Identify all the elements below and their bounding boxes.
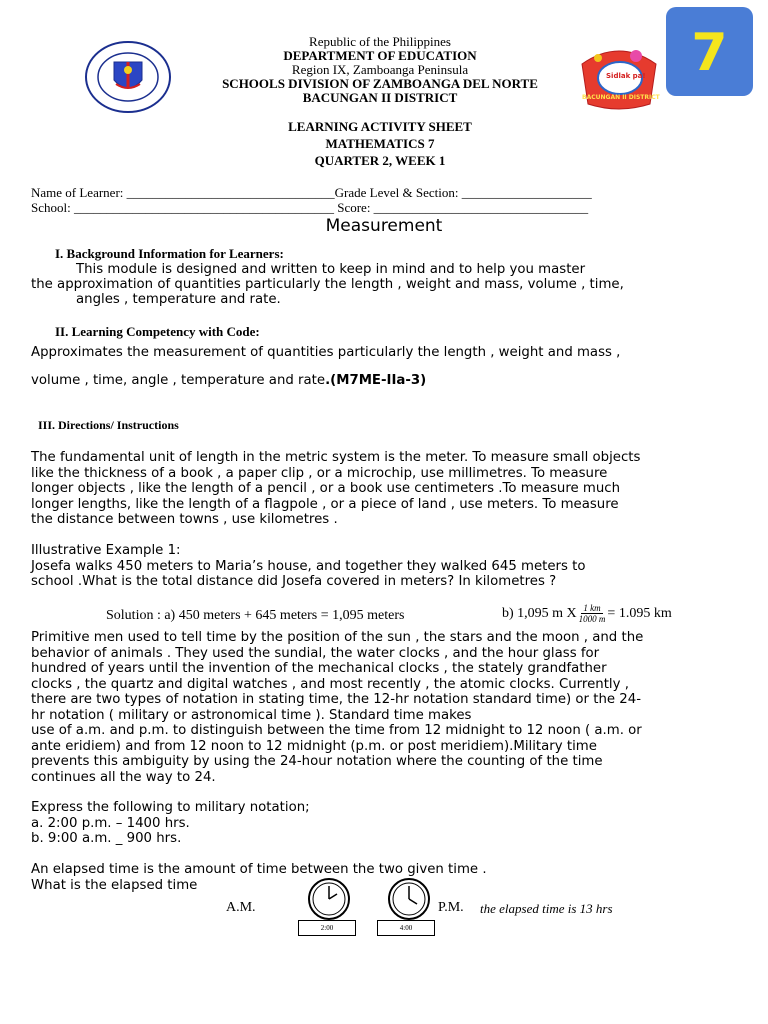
solution-b-prefix: b) 1,095 m X bbox=[502, 605, 577, 621]
paragraph-line: the distance between towns , use kilometres . bbox=[31, 512, 338, 527]
header-district: BACUNGAN II DISTRICT bbox=[302, 90, 458, 105]
header-region: Region IX, Zamboanga Peninsula bbox=[291, 62, 469, 77]
district-logo bbox=[576, 44, 662, 110]
fraction-denominator: 1000 m bbox=[578, 614, 606, 624]
district-logo-arc-text: BACUNGAN II DISTRICT bbox=[582, 94, 660, 101]
solution-a: Solution : a) 450 meters + 645 meters = 1,095 meters bbox=[106, 608, 405, 623]
example-line: Illustrative Example 1: bbox=[31, 543, 181, 558]
section2-line bbox=[31, 373, 426, 389]
paragraph-line: The fundamental unit of length in the metric system is the meter. To measure small objects bbox=[31, 450, 641, 465]
express-line: a. 2:00 p.m. – 1400 hrs. bbox=[31, 815, 190, 831]
example-line: school .What is the total distance did Josefa covered in meters? In kilometres ? bbox=[31, 574, 557, 589]
example-line: Josefa walks 450 meters to Maria’s house, and together they walked 645 meters to bbox=[31, 558, 586, 574]
district-logo-bubble: Sidlak pa! bbox=[606, 72, 646, 80]
section3-heading: III. Directions/ Instructions bbox=[38, 418, 179, 432]
name-field-line: Name of Learner: ________________________________Grade Level & Section: ____________________ bbox=[31, 185, 592, 200]
clock-icon bbox=[385, 877, 433, 921]
am-label: A.M. bbox=[226, 900, 256, 915]
paragraph-line: longer objects , like the length of a pencil , or a book use centimeters .To measure much bbox=[31, 481, 621, 496]
quarter-title: QUARTER 2, WEEK 1 bbox=[314, 153, 446, 168]
solution-fraction bbox=[579, 603, 606, 624]
section2-heading: II. Learning Competency with Code: bbox=[55, 324, 260, 339]
solution-b bbox=[502, 603, 672, 624]
elapsed-answer: the elapsed time is 13 hrs bbox=[480, 901, 613, 916]
clock-2 bbox=[385, 877, 433, 921]
header-department: DEPARTMENT OF EDUCATION bbox=[283, 48, 477, 63]
elapsed-line: What is the elapsed time bbox=[31, 877, 198, 893]
clock-1-time: 2:00 bbox=[298, 920, 356, 936]
paragraph-line: longer lengths, like the length of a flagpole , or a piece of land , use meters. To measure bbox=[31, 496, 619, 512]
subject-title: MATHEMATICS 7 bbox=[325, 136, 435, 151]
header-division: SCHOOLS DIVISION OF ZAMBOANGA DEL NORTE bbox=[222, 76, 538, 91]
grade-badge: 7 bbox=[666, 7, 753, 96]
pm-label: P.M. bbox=[438, 900, 464, 915]
elapsed-line: An elapsed time is the amount of time between the two given time . bbox=[31, 862, 487, 877]
paragraph-line: behavior of animals . They used the sundial, the water clocks , and the hour glass for bbox=[31, 645, 600, 661]
seal-icon bbox=[84, 40, 172, 114]
header-republic: Republic of the Philippines bbox=[309, 34, 451, 49]
las-title: LEARNING ACTIVITY SHEET bbox=[288, 119, 472, 134]
paragraph-line: hundred of years until the invention of the mechanical clocks , the stately grandfather bbox=[31, 661, 607, 676]
paragraph-line: there are two types of notation in stating time, the 12-hr notation standard time) or the 24- bbox=[31, 692, 642, 707]
competency-code: .(M7ME-IIa-3) bbox=[325, 373, 427, 388]
paragraph-line: hr notation ( military or astronomical time ). Standard time makes bbox=[31, 707, 472, 723]
paragraph-line: prevents this ambiguity by using the 24-hour notation where the counting of the time bbox=[31, 754, 603, 769]
paragraph-line: like the thickness of a book , a paper clip , or a microchip, use millimetres. To measure bbox=[31, 465, 608, 481]
section1-line: This module is designed and written to keep in mind and to help you master bbox=[76, 262, 586, 277]
paragraph-line: ante eridiem) and from 12 noon to 12 midnight (p.m. or post meridiem).Military time bbox=[31, 738, 597, 754]
fraction-numerator: 1 km bbox=[583, 603, 601, 613]
page-title: Measurement bbox=[325, 216, 443, 236]
express-line: Express the following to military notation; bbox=[31, 800, 310, 815]
clock-1 bbox=[305, 877, 353, 921]
section1-line: the approximation of quantities particularly the length , weight and mass, volume , time, bbox=[31, 277, 624, 292]
paragraph-line: Primitive men used to tell time by the position of the sun , the stars and the moon , and the bbox=[31, 630, 644, 645]
section2-text: volume , time, angle , temperature and rate bbox=[31, 373, 326, 388]
clock-2-time: 4:00 bbox=[377, 920, 435, 936]
express-line: b. 9:00 a.m. _ 900 hrs. bbox=[31, 831, 182, 846]
paragraph-line: use of a.m. and p.m. to distinguish between the time from 12 midnight to 12 noon ( a.m. or bbox=[31, 723, 642, 738]
paragraph-line: continues all the way to 24. bbox=[31, 769, 216, 785]
section2-line: Approximates the measurement of quantities particularly the length , weight and mass , bbox=[31, 345, 621, 360]
solution-b-result: = 1.095 km bbox=[607, 605, 672, 621]
paragraph-line: clocks , the quartz and digital watches , and most recently , the atomic clocks. Currently , bbox=[31, 676, 629, 692]
school-field-line: School: ________________________________________ Score: _________________________________ bbox=[31, 200, 589, 215]
clock-icon bbox=[305, 877, 353, 921]
deped-seal bbox=[84, 40, 172, 114]
section1-heading: I. Background Information for Learners: bbox=[55, 246, 284, 261]
section1-line: angles , temperature and rate. bbox=[76, 292, 281, 307]
